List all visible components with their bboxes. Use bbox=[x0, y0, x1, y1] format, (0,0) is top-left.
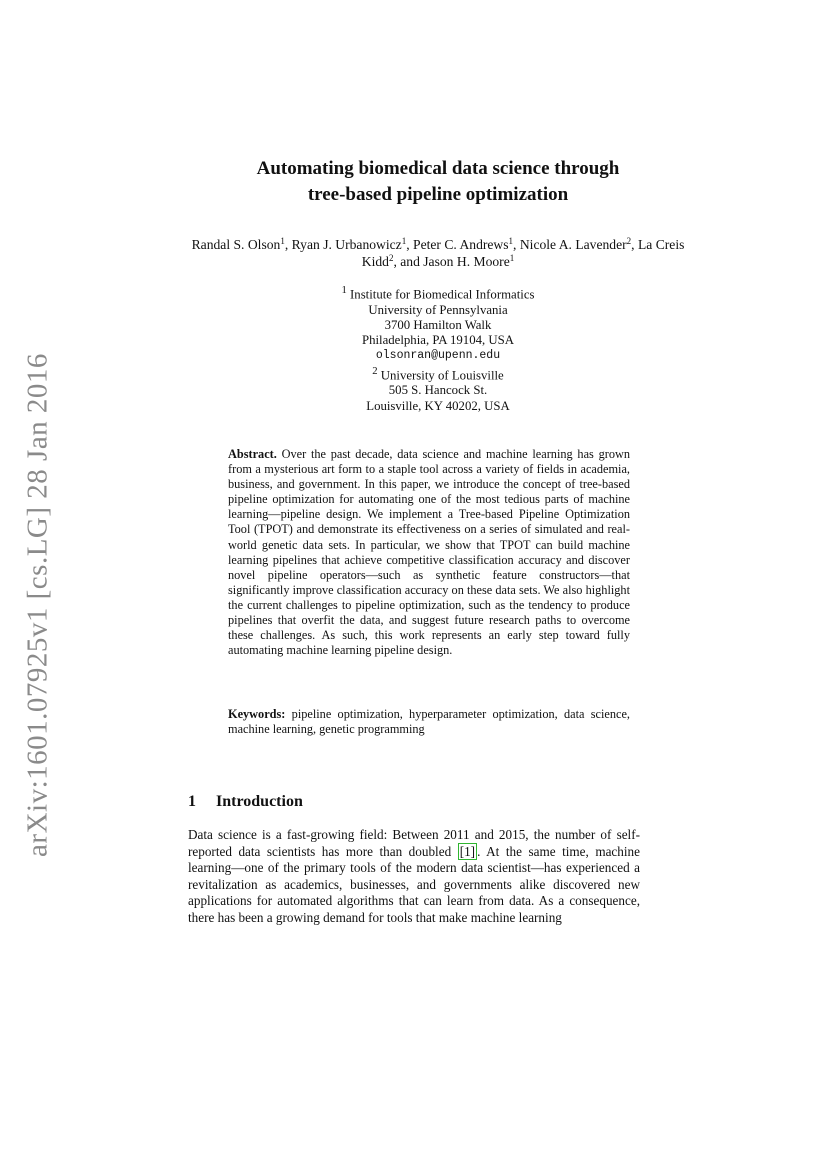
abstract bbox=[228, 447, 630, 658]
section-number: 1 bbox=[188, 793, 196, 810]
affiliation-2-street: 505 S. Hancock St. bbox=[388, 383, 488, 398]
citation-link[interactable]: [1] bbox=[459, 843, 476, 859]
intro-text-part-1: Data science is a fast-growing field: Between 2011 and 2015, the number of self-reported data scientists has more than doubled bbox=[188, 827, 640, 859]
author: La Creis Kidd bbox=[361, 237, 685, 269]
affiliation-marker: 1 bbox=[341, 285, 347, 296]
abstract-label: Abstract. bbox=[228, 447, 277, 461]
author-separator: , and bbox=[393, 254, 424, 269]
author-affiliation-marker: 1 bbox=[280, 236, 285, 246]
affiliation-block bbox=[238, 283, 638, 414]
affiliation-1-name bbox=[238, 283, 638, 303]
author-affiliation-marker: 1 bbox=[401, 236, 407, 246]
introduction-paragraph bbox=[188, 827, 640, 926]
author-affiliation-marker: 1 bbox=[508, 236, 514, 246]
affiliation-marker: 2 bbox=[372, 365, 378, 377]
section-heading bbox=[188, 792, 303, 812]
arxiv-identifier-stamp: arXiv:1601.07925v1 [cs.LG] 28 Jan 2016 bbox=[21, 353, 54, 857]
author-list bbox=[190, 236, 686, 270]
abstract-text: Over the past decade, data science and machine learning has grown from a mysterious art form to a staple tool across a variety of fields in academia, business, and government. In this paper, we introduce the concept of tree-based pipeline optimization for automating one of the most tedious parts of machine learning—pipeline design. We implement a Tree-based Pipeline Optimization Tool (TPOT) and demonstrate its effectiveness on a series of simulated and real-world genetic data sets. In particular, we show that TPOT can build machine learning pipelines that achieve competitive classification accuracy and discover novel pipeline operators—such as synthetic feature constructors—that significantly improve classification accuracy on these data sets. We also highlight the current challenges to pipeline optimization, such as the tendency to produce pipelines that overfit the data, and suggest future research paths to overcome these challenges. As such, this work represents an early step toward fully automating machine learning pipeline design. bbox=[228, 447, 630, 658]
author-separator: , bbox=[284, 237, 292, 252]
section-title: Introduction bbox=[216, 793, 303, 810]
author: Jason H. Moore bbox=[423, 254, 510, 269]
author: Ryan J. Urbanowicz bbox=[291, 237, 402, 252]
affiliation-2-university: University of Louisville bbox=[380, 368, 504, 383]
keywords-text: pipeline optimization, hyperparameter optimization, data science, machine learning, genetic programming bbox=[228, 707, 630, 737]
affiliation-2-city: Louisville, KY 40202, USA bbox=[366, 398, 510, 413]
contact-email[interactable]: olsonran@upenn.edu bbox=[375, 349, 501, 363]
author-affiliation-marker: 2 bbox=[388, 253, 394, 263]
affiliation-1-institute: Institute for Biomedical Informatics bbox=[350, 287, 535, 302]
affiliation-1-street: 3700 Hamilton Walk bbox=[384, 317, 492, 332]
keywords bbox=[228, 707, 630, 737]
affiliation-2-name bbox=[238, 364, 638, 384]
author-affiliation-marker: 1 bbox=[509, 253, 515, 263]
intro-text-part-2: . At the same time, machine learning—one of the primary tools of the modern data scientist—has experienced a revitalization as academics, businesses, and governments alike discovered new applications for automated algorithms that can learn from data. As a consequence, there has been a growing demand for tools that make machine learning bbox=[188, 843, 640, 925]
author-separator: , bbox=[631, 237, 638, 252]
affiliation-1-city: Philadelphia, PA 19104, USA bbox=[361, 333, 515, 348]
author: Peter C. Andrews bbox=[413, 237, 509, 252]
author-affiliation-marker: 2 bbox=[626, 236, 632, 246]
paper-title bbox=[150, 156, 726, 208]
affiliation-1-university: University of Pennsylvania bbox=[368, 302, 508, 317]
author-separator: , bbox=[406, 237, 414, 252]
title-line-1: Automating biomedical data science through bbox=[256, 158, 620, 179]
keywords-label: Keywords: bbox=[228, 707, 286, 721]
title-line-2: tree-based pipeline optimization bbox=[307, 184, 569, 205]
author-separator: , bbox=[513, 237, 520, 252]
author: Randal S. Olson bbox=[191, 237, 281, 252]
author: Nicole A. Lavender bbox=[519, 237, 627, 252]
